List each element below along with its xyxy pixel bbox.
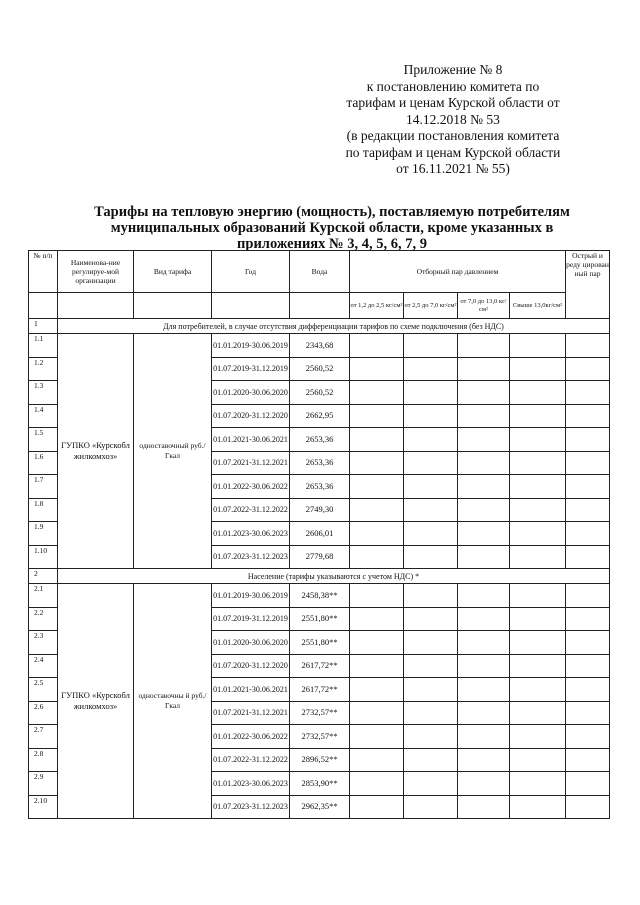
section-header-row bbox=[29, 569, 610, 584]
empty-cell bbox=[350, 545, 404, 569]
tariff-kind: одноставочный руб./Гкал bbox=[134, 334, 212, 569]
empty-cell bbox=[350, 654, 404, 678]
empty-cell bbox=[350, 748, 404, 772]
row-number: 2.4 bbox=[29, 654, 58, 678]
empty-cell bbox=[510, 631, 566, 655]
row-number: 1.8 bbox=[29, 498, 58, 522]
water-tariff: 2962,35** bbox=[290, 795, 350, 819]
appendix-line: (в редакции постановления комитета bbox=[346, 128, 560, 143]
header-kind: Вид тарифа bbox=[134, 251, 212, 293]
water-tariff: 2458,38** bbox=[290, 584, 350, 608]
empty-cell bbox=[404, 381, 458, 405]
empty-cell bbox=[404, 357, 458, 381]
section-header-row bbox=[29, 319, 610, 334]
empty-cell bbox=[458, 654, 510, 678]
empty-cell bbox=[510, 678, 566, 702]
header-org: Наименова-ние регулируе-мой организации bbox=[58, 251, 134, 293]
header-row bbox=[29, 251, 610, 293]
empty-cell bbox=[566, 772, 610, 796]
subheader-empty bbox=[58, 293, 134, 319]
table-row bbox=[29, 584, 610, 608]
empty-cell bbox=[350, 607, 404, 631]
section-title: Для потребителей, в случае отсутствия дифференциации тарифов по схеме подключения (без НДС) bbox=[58, 319, 610, 334]
empty-cell bbox=[404, 428, 458, 452]
empty-cell bbox=[404, 498, 458, 522]
empty-cell bbox=[404, 631, 458, 655]
empty-cell bbox=[404, 334, 458, 358]
empty-cell bbox=[404, 795, 458, 819]
row-number: 2.9 bbox=[29, 772, 58, 796]
empty-cell bbox=[458, 607, 510, 631]
tariff-period: 01.01.2021-30.06.2021 bbox=[212, 428, 290, 452]
document-title bbox=[52, 204, 612, 252]
empty-cell bbox=[566, 381, 610, 405]
organization-name: ГУПКО «Курскобл жилкомхоз» bbox=[58, 584, 134, 819]
empty-cell bbox=[350, 522, 404, 546]
appendix-line: Приложение № 8 bbox=[403, 62, 503, 77]
empty-cell bbox=[404, 654, 458, 678]
tariff-period: 01.07.2019-31.12.2019 bbox=[212, 357, 290, 381]
row-number: 2.2 bbox=[29, 607, 58, 631]
water-tariff: 2732,57** bbox=[290, 725, 350, 749]
row-number: 2.7 bbox=[29, 725, 58, 749]
empty-cell bbox=[458, 584, 510, 608]
title-line: муниципальных образований Курской области, кроме указанных в bbox=[110, 220, 554, 236]
empty-cell bbox=[350, 725, 404, 749]
title-line: приложениях № 3, 4, 5, 6, 7, 9 bbox=[237, 236, 427, 252]
row-number: 2.8 bbox=[29, 748, 58, 772]
header-sharp-steam: Острый и реду цирован ный пар bbox=[566, 251, 610, 319]
empty-cell bbox=[566, 498, 610, 522]
organization-name: ГУПКО «Курскобл жилкомхоз» bbox=[58, 334, 134, 569]
empty-cell bbox=[458, 357, 510, 381]
empty-cell bbox=[566, 428, 610, 452]
empty-cell bbox=[510, 795, 566, 819]
empty-cell bbox=[404, 545, 458, 569]
header-pressure-2: от 2,5 до 7,0 кг/см² bbox=[404, 293, 458, 319]
header-pressure-4: Свыше 13,0кг/см² bbox=[510, 293, 566, 319]
water-tariff: 2560,52 bbox=[290, 357, 350, 381]
empty-cell bbox=[404, 607, 458, 631]
water-tariff: 2551,80** bbox=[290, 607, 350, 631]
empty-cell bbox=[510, 748, 566, 772]
empty-cell bbox=[458, 381, 510, 405]
row-number: 2.3 bbox=[29, 631, 58, 655]
tariff-period: 01.07.2023-31.12.2023 bbox=[212, 795, 290, 819]
row-number: 2.1 bbox=[29, 584, 58, 608]
empty-cell bbox=[404, 584, 458, 608]
tariff-period: 01.07.2023-31.12.2023 bbox=[212, 545, 290, 569]
empty-cell bbox=[404, 522, 458, 546]
empty-cell bbox=[566, 725, 610, 749]
empty-cell bbox=[566, 334, 610, 358]
empty-cell bbox=[458, 545, 510, 569]
header-pressure-1: от 1,2 до 2,5 кг/см² bbox=[350, 293, 404, 319]
tariff-period: 01.07.2021-31.12.2021 bbox=[212, 701, 290, 725]
empty-cell bbox=[566, 748, 610, 772]
appendix-line: от 16.11.2021 № 55) bbox=[396, 161, 510, 176]
water-tariff: 2653,36 bbox=[290, 451, 350, 475]
water-tariff: 2617,72** bbox=[290, 678, 350, 702]
empty-cell bbox=[350, 381, 404, 405]
empty-cell bbox=[566, 475, 610, 499]
row-number: 1.1 bbox=[29, 334, 58, 358]
row-number: 2.10 bbox=[29, 795, 58, 819]
empty-cell bbox=[510, 334, 566, 358]
tariff-period: 01.07.2020-31.12.2020 bbox=[212, 654, 290, 678]
empty-cell bbox=[458, 701, 510, 725]
water-tariff: 2343,68 bbox=[290, 334, 350, 358]
empty-cell bbox=[350, 795, 404, 819]
water-tariff: 2551,80** bbox=[290, 631, 350, 655]
row-number: 1.6 bbox=[29, 451, 58, 475]
empty-cell bbox=[350, 772, 404, 796]
header-water: Вода bbox=[290, 251, 350, 293]
empty-cell bbox=[350, 357, 404, 381]
tariff-period: 01.07.2020-31.12.2020 bbox=[212, 404, 290, 428]
empty-cell bbox=[510, 381, 566, 405]
water-tariff: 2617,72** bbox=[290, 654, 350, 678]
tariff-period: 01.01.2020-30.06.2020 bbox=[212, 631, 290, 655]
tariff-period: 01.01.2023-30.06.2023 bbox=[212, 772, 290, 796]
row-number: 1.4 bbox=[29, 404, 58, 428]
tariff-period: 01.01.2020-30.06.2020 bbox=[212, 381, 290, 405]
section-number: 2 bbox=[29, 569, 58, 584]
empty-cell bbox=[566, 584, 610, 608]
empty-cell bbox=[566, 701, 610, 725]
empty-cell bbox=[350, 451, 404, 475]
empty-cell bbox=[458, 772, 510, 796]
empty-cell bbox=[350, 334, 404, 358]
row-number: 1.10 bbox=[29, 545, 58, 569]
section-title: Население (тарифы указываются с учетом НДС) * bbox=[58, 569, 610, 584]
empty-cell bbox=[404, 451, 458, 475]
tariff-kind: одноставочны й руб./Гкал bbox=[134, 584, 212, 819]
empty-cell bbox=[458, 795, 510, 819]
empty-cell bbox=[510, 725, 566, 749]
empty-cell bbox=[510, 545, 566, 569]
water-tariff: 2896,52** bbox=[290, 748, 350, 772]
tariff-period: 01.07.2022-31.12.2022 bbox=[212, 748, 290, 772]
table-row bbox=[29, 334, 610, 358]
water-tariff: 2653,36 bbox=[290, 428, 350, 452]
empty-cell bbox=[510, 404, 566, 428]
empty-cell bbox=[510, 428, 566, 452]
empty-cell bbox=[404, 475, 458, 499]
tariff-period: 01.07.2021-31.12.2021 bbox=[212, 451, 290, 475]
row-number: 1.3 bbox=[29, 381, 58, 405]
empty-cell bbox=[350, 475, 404, 499]
title-line: Тарифы на тепловую энергию (мощность), поставляемую потребителям bbox=[94, 204, 570, 220]
empty-cell bbox=[350, 701, 404, 725]
tariff-period: 01.01.2022-30.06.2022 bbox=[212, 725, 290, 749]
subheader-empty bbox=[29, 293, 58, 319]
empty-cell bbox=[458, 678, 510, 702]
row-number: 2.5 bbox=[29, 678, 58, 702]
empty-cell bbox=[404, 748, 458, 772]
empty-cell bbox=[350, 404, 404, 428]
empty-cell bbox=[404, 701, 458, 725]
header-year: Год bbox=[212, 251, 290, 293]
empty-cell bbox=[350, 428, 404, 452]
empty-cell bbox=[566, 404, 610, 428]
appendix-line: тарифам и ценам Курской области от bbox=[346, 95, 560, 110]
empty-cell bbox=[350, 678, 404, 702]
tariff-table bbox=[28, 250, 610, 819]
empty-cell bbox=[458, 334, 510, 358]
empty-cell bbox=[404, 772, 458, 796]
empty-cell bbox=[350, 631, 404, 655]
empty-cell bbox=[510, 701, 566, 725]
empty-cell bbox=[458, 475, 510, 499]
empty-cell bbox=[566, 654, 610, 678]
empty-cell bbox=[566, 522, 610, 546]
empty-cell bbox=[458, 428, 510, 452]
empty-cell bbox=[566, 678, 610, 702]
tariff-period: 01.01.2022-30.06.2022 bbox=[212, 475, 290, 499]
empty-cell bbox=[566, 545, 610, 569]
empty-cell bbox=[458, 522, 510, 546]
empty-cell bbox=[510, 451, 566, 475]
subheader-empty bbox=[290, 293, 350, 319]
empty-cell bbox=[510, 357, 566, 381]
tariff-period: 01.01.2019-30.06.2019 bbox=[212, 584, 290, 608]
water-tariff: 2853,90** bbox=[290, 772, 350, 796]
empty-cell bbox=[566, 631, 610, 655]
subheader-empty bbox=[212, 293, 290, 319]
empty-cell bbox=[458, 725, 510, 749]
tariff-period: 01.01.2021-30.06.2021 bbox=[212, 678, 290, 702]
empty-cell bbox=[404, 678, 458, 702]
empty-cell bbox=[458, 748, 510, 772]
row-number: 2.6 bbox=[29, 701, 58, 725]
empty-cell bbox=[566, 795, 610, 819]
row-number: 1.2 bbox=[29, 357, 58, 381]
empty-cell bbox=[566, 357, 610, 381]
water-tariff: 2662,95 bbox=[290, 404, 350, 428]
empty-cell bbox=[458, 498, 510, 522]
empty-cell bbox=[458, 451, 510, 475]
header-steam: Отборный пар давлением bbox=[350, 251, 566, 293]
row-number: 1.9 bbox=[29, 522, 58, 546]
water-tariff: 2732,57** bbox=[290, 701, 350, 725]
empty-cell bbox=[350, 498, 404, 522]
row-number: 1.5 bbox=[29, 428, 58, 452]
appendix-line: к постановлению комитета по bbox=[366, 78, 540, 94]
water-tariff: 2653,36 bbox=[290, 475, 350, 499]
appendix-line: 14.12.2018 № 53 bbox=[406, 111, 500, 127]
empty-cell bbox=[404, 404, 458, 428]
subheader-row bbox=[29, 293, 610, 319]
tariff-period: 01.07.2019-31.12.2019 bbox=[212, 607, 290, 631]
row-number: 1.7 bbox=[29, 475, 58, 499]
empty-cell bbox=[510, 584, 566, 608]
section-number: 1 bbox=[29, 319, 58, 334]
empty-cell bbox=[510, 772, 566, 796]
water-tariff: 2779,68 bbox=[290, 545, 350, 569]
water-tariff: 2749,30 bbox=[290, 498, 350, 522]
empty-cell bbox=[510, 607, 566, 631]
empty-cell bbox=[404, 725, 458, 749]
empty-cell bbox=[350, 584, 404, 608]
appendix-line: по тарифам и ценам Курской области bbox=[345, 144, 561, 160]
empty-cell bbox=[510, 475, 566, 499]
tariff-period: 01.07.2022-31.12.2022 bbox=[212, 498, 290, 522]
water-tariff: 2606,01 bbox=[290, 522, 350, 546]
empty-cell bbox=[566, 607, 610, 631]
empty-cell bbox=[510, 498, 566, 522]
empty-cell bbox=[510, 522, 566, 546]
water-tariff: 2560,52 bbox=[290, 381, 350, 405]
tariff-period: 01.01.2023-30.06.2023 bbox=[212, 522, 290, 546]
empty-cell bbox=[510, 654, 566, 678]
header-pressure-3: от 7,0 до 13,0 кг/см² bbox=[458, 293, 510, 319]
empty-cell bbox=[566, 451, 610, 475]
header-num: № п/п bbox=[29, 251, 58, 293]
tariff-period: 01.01.2019-30.06.2019 bbox=[212, 334, 290, 358]
empty-cell bbox=[458, 631, 510, 655]
empty-cell bbox=[458, 404, 510, 428]
appendix-block bbox=[320, 62, 586, 178]
subheader-empty bbox=[134, 293, 212, 319]
